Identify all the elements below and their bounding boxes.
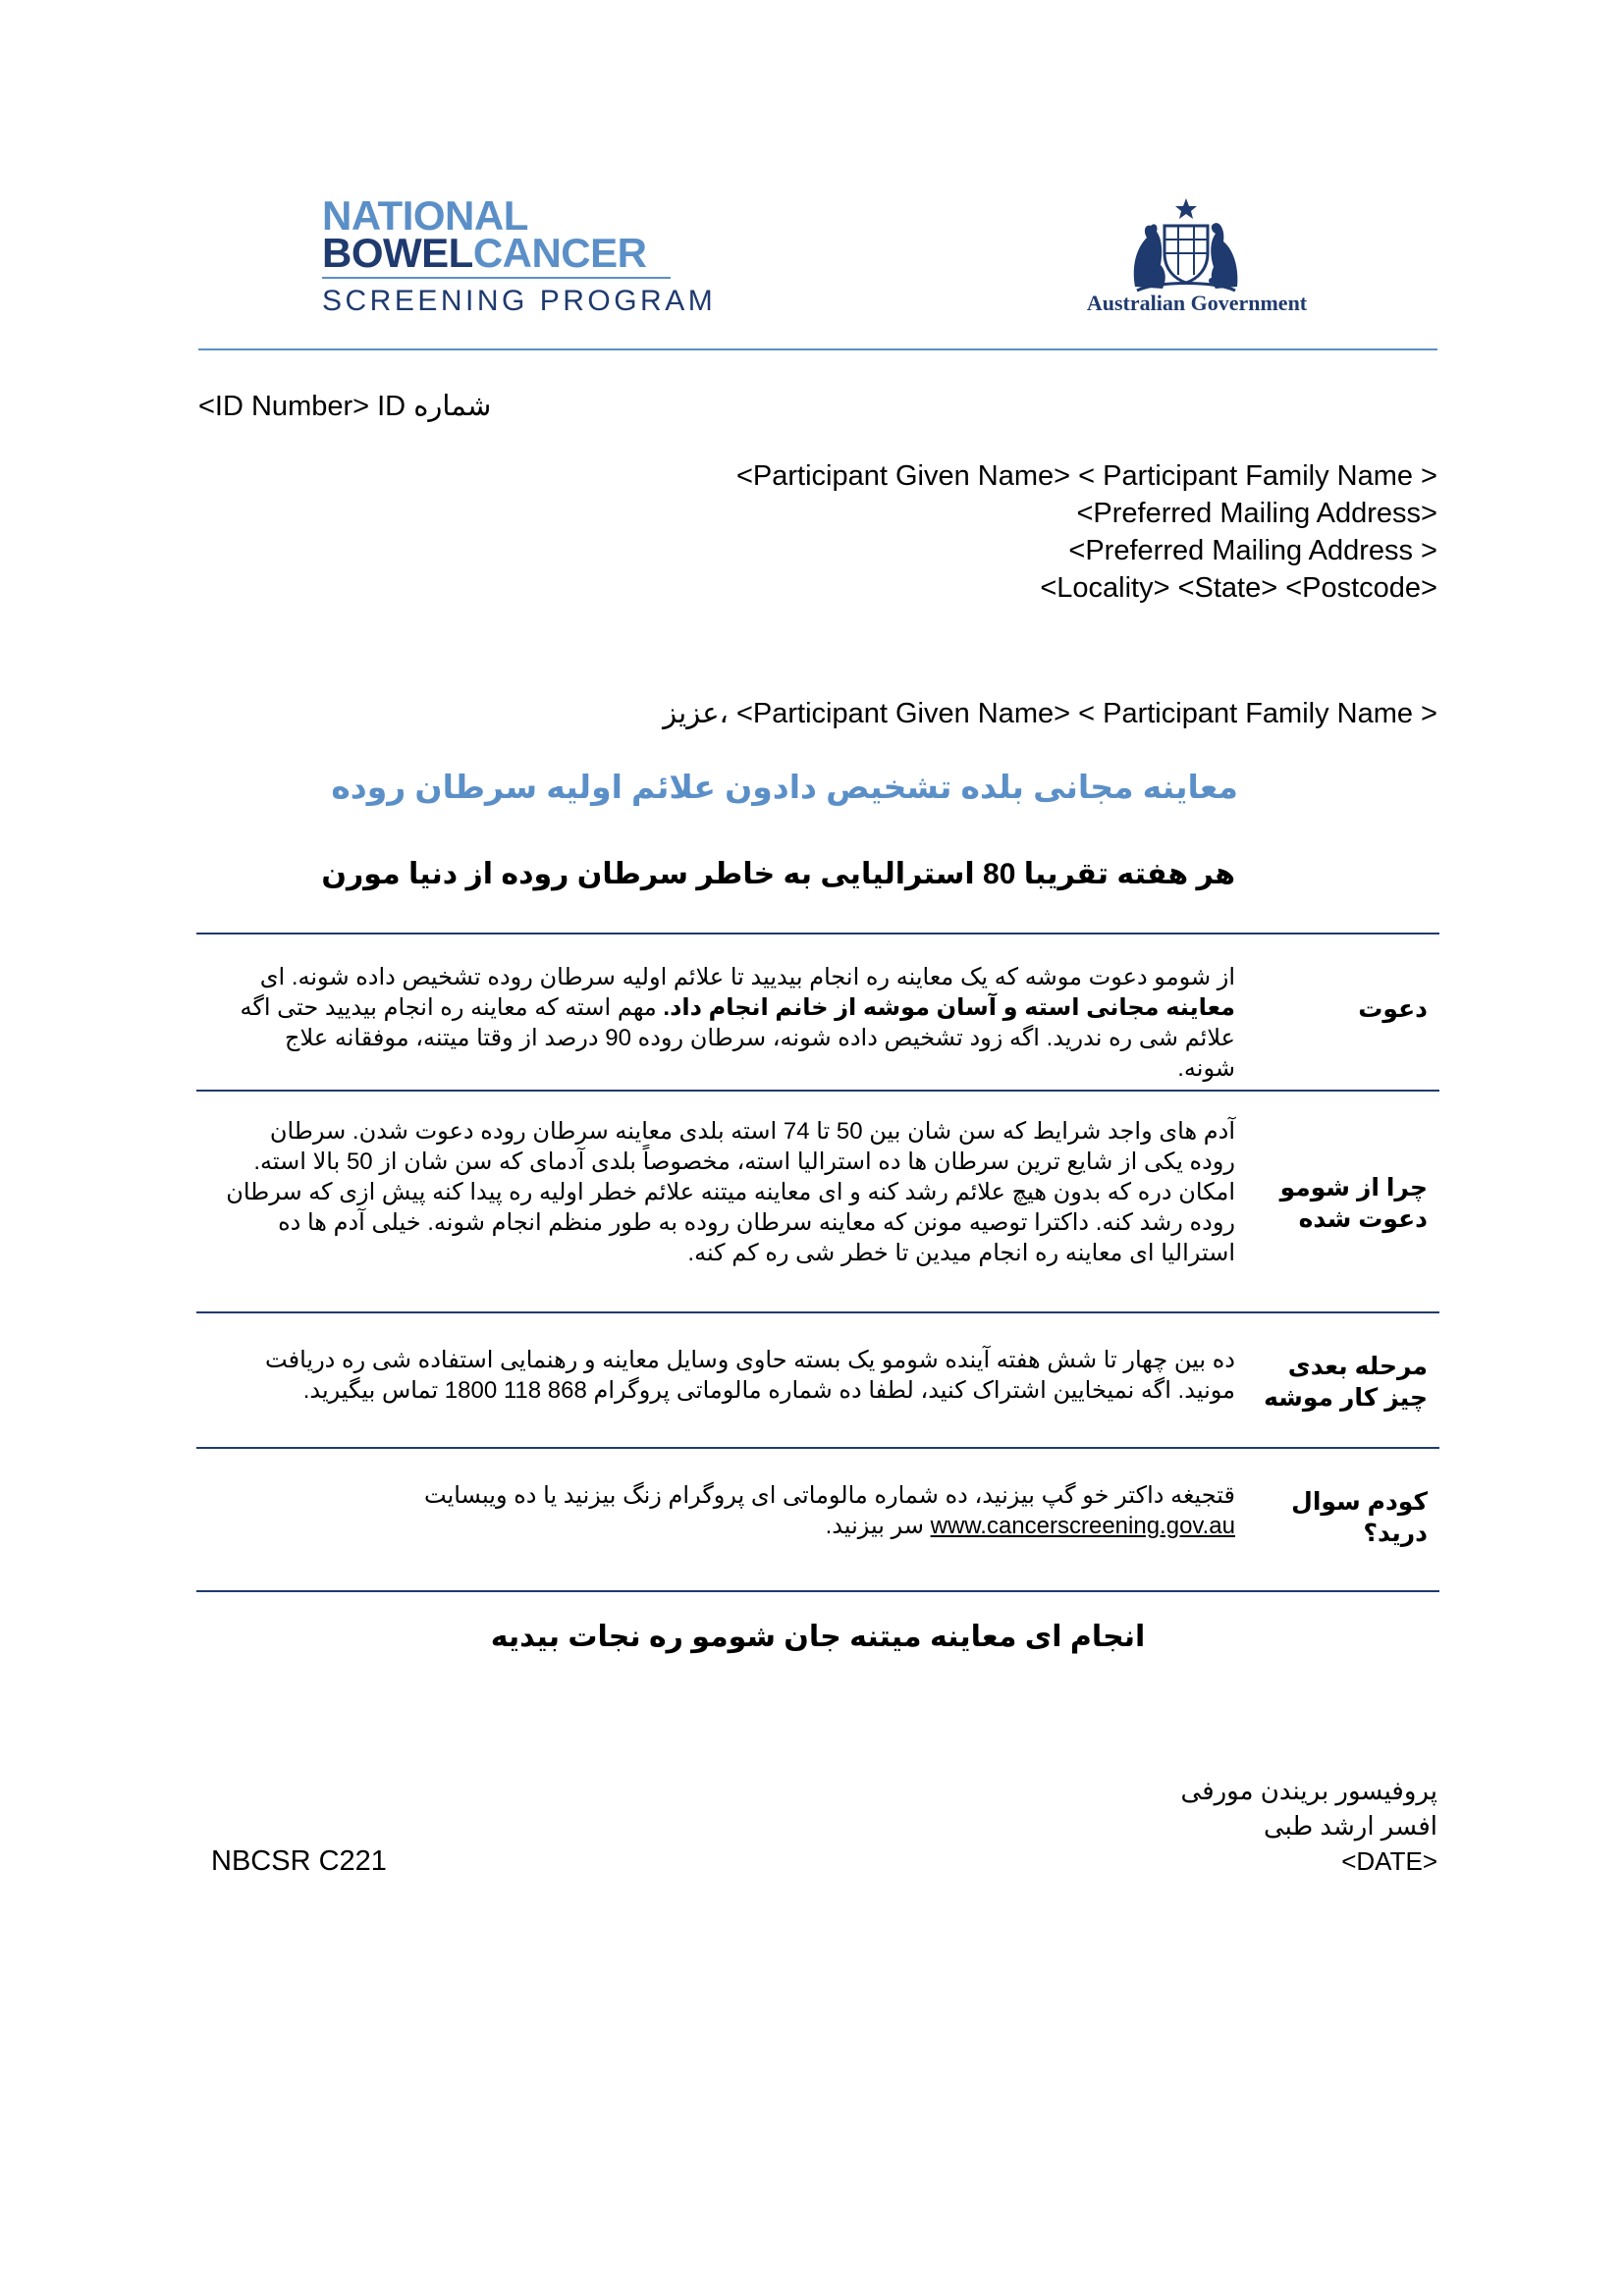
table-rule [196, 933, 1439, 934]
document-code: NBCSR C221 [211, 1845, 387, 1877]
address-line: <Locality> <State> <Postcode> [1040, 572, 1437, 604]
address-line: <Preferred Mailing Address> [1076, 498, 1437, 529]
logo-bowel-text: BOWEL [322, 230, 473, 276]
website-link[interactable]: www.cancerscreening.gov.au [930, 1513, 1235, 1539]
logo-divider [322, 277, 671, 279]
letter-subheading: هر هفته تقریبا 80 استرالیایی به خاطر سرطان روده از دنیا مورن [321, 858, 1235, 890]
section-label-next-step: مرحله بعدی چیز کار موشه [1264, 1353, 1428, 1412]
section-text-why-invited: آدم های واجد شرایط که سن شان بین 50 تا 74 استه بلدی معاینه سرطان روده دعوت شدن. سرطان روده یکی از شایع ترین سرطان ها ده استرالیا استه، مخصوصاً بلدی آدمای که سن شان از 50 بالا استه. امکان دره که بدون هیچ علائم رشد کنه و ای معاینه میتنه علائم خطر اولیه ره پیدا کنه پیش ازی که سرطان روده رشد کنه. داکترا توصیه مونن که معاینه سرطان روده به طور منظم انجام شونه. خیلی آدم ها ده استرالیا ای معاینه ره انجام میدین تا خطر شی ره کم کنه. [226, 1118, 1235, 1266]
salutation: عزیز، <Participant Given Name> < Participant Family Name > [663, 698, 1437, 729]
nbcsp-logo [322, 192, 717, 324]
signature-block [1181, 1773, 1437, 1879]
address-line: <Participant Given Name> < Participant Family Name > [735, 460, 1437, 492]
invitation-text-end: مهم استه که معاینه ره انجام بیدیید حتی اگه علائم شی ره ندرید. اگه زود تشخیص داده شونه، سرطان روده 90 درصد از وقتا میتنه، موفقانه علاج شونه. [240, 994, 1235, 1082]
signatory-name: پروفیسور بریندن مورفی [1180, 1776, 1437, 1805]
section-label-why-invited: چرا از شومو دعوت شده [1279, 1174, 1428, 1233]
header-divider [198, 348, 1437, 350]
section-text-invitation [222, 962, 1235, 1084]
invitation-text-start: از شومو دعوت موشه که یک معاینه ره انجام بیدیید تا علائم اولیه سرطان روده تشخیص داده شونه. ای [259, 964, 1235, 990]
australian-government-text: Australian Government [1086, 291, 1308, 315]
section-text-questions [222, 1480, 1235, 1541]
logo-bowelcancer-text [322, 230, 647, 276]
table-rule [196, 1311, 1439, 1313]
recipient-address [736, 457, 1437, 607]
questions-text-end: سر بیزنید. [825, 1513, 931, 1539]
logo-national-text: NATIONAL [322, 192, 528, 239]
section-label-questions: کودم سوال درید؟ [1291, 1488, 1428, 1547]
questions-text-start: قتجیغه داکتر خو گپ بیزنید، ده شماره مالوماتی ای پروگرام زنگ بیزنید یا ده ویبسایت [424, 1482, 1235, 1509]
signatory-title: افسر ارشد طبی [1263, 1811, 1437, 1841]
id-number-line: <ID Number> ID شماره [198, 391, 492, 422]
table-rule [196, 1590, 1439, 1592]
table-rule [196, 1447, 1439, 1449]
section-label-invitation: دعوت [1358, 995, 1428, 1023]
logo-cancer-text: CANCER [472, 230, 647, 276]
address-line: <Preferred Mailing Address > [1068, 535, 1437, 566]
invitation-text-bold: معاینه مجانی استه و آسان موشه از خانم انجام داد. [663, 994, 1235, 1021]
section-text-next-step: ده بین چهار تا شش هفته آینده شومو یک بسته حاوی وسایل معاینه و رهنمایی استفاده شی ره دریافت مونید. اگه نمیخایین اشتراک کنید، لطفا ده شماره مالوماتی پروگرام 868 118 1800 تماس بیگیرید. [265, 1347, 1235, 1404]
letter-heading: معاینه مجانی بلده تشخیص دادون علائم اولیه سرطان روده [331, 769, 1238, 805]
logo-screening-program-text: SCREENING PROGRAM [322, 285, 717, 317]
coat-of-arms-icon [1117, 196, 1255, 294]
letter-date: <DATE> [1341, 1846, 1437, 1876]
table-rule [196, 1090, 1439, 1092]
closing-statement: انجام ای معاینه میتنه جان شومو ره نجات بیدیه [490, 1621, 1146, 1653]
